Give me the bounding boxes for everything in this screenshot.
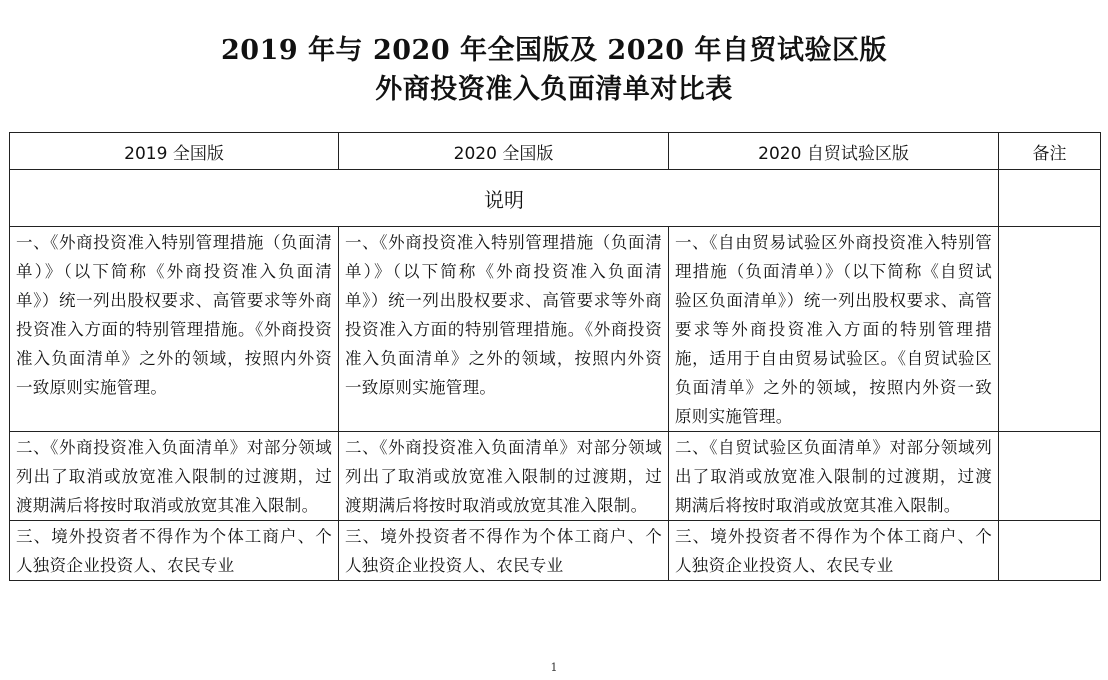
section-label: 说明 <box>10 170 999 227</box>
header-notes: 备注 <box>999 133 1101 170</box>
cell-text: 三、境外投资者不得作为个体工商户、个人独资企业投资人、农民专业 <box>675 527 992 575</box>
comparison-table <box>9 132 1101 581</box>
table-row <box>10 521 1101 581</box>
cell-2020: 一、《外商投资准入特别管理措施（负面清单）》（以下简称《外商投资准入负面清单》）统一列出股权要求、高管要求等外商投资准入方面的特别管理措施。《外商投资准入负面清单》之外的领域，按照内外资一致原则实施管理。 <box>339 227 669 432</box>
cell-2019: 一、《外商投资准入特别管理措施（负面清单）》（以下简称《外商投资准入负面清单》）统一列出股权要求、高管要求等外商投资准入方面的特别管理措施。《外商投资准入负面清单》之外的领域，按照内外资一致原则实施管理。 <box>10 227 339 432</box>
section-note <box>999 170 1101 227</box>
cell-2019 <box>10 521 339 581</box>
cell-ftz: 二、《自贸试验区负面清单》对部分领域列出了取消或放宽准入限制的过渡期，过渡期满后将按时取消或放宽其准入限制。 <box>669 432 999 521</box>
cell-2019: 二、《外商投资准入负面清单》对部分领域列出了取消或放宽准入限制的过渡期，过渡期满后将按时取消或放宽其准入限制。 <box>10 432 339 521</box>
cell-text <box>1005 522 1094 580</box>
cell-note <box>999 227 1101 432</box>
header-row <box>10 133 1101 170</box>
document-title-line-2: 外商投资准入负面清单对比表 <box>375 74 733 105</box>
header-2020-national: 2020 全国版 <box>339 133 669 170</box>
section-row <box>10 170 1101 227</box>
header-2019-national: 2019 全国版 <box>10 133 339 170</box>
cell-2020: 二、《外商投资准入负面清单》对部分领域列出了取消或放宽准入限制的过渡期，过渡期满后将按时取消或放宽其准入限制。 <box>339 432 669 521</box>
table-row <box>10 432 1101 521</box>
cell-text: 三、境外投资者不得作为个体工商户、个人独资企业投资人、农民专业 <box>16 527 332 575</box>
cell-ftz: 一、《自由贸易试验区外商投资准入特别管理措施（负面清单）》（以下简称《自贸试验区负面清单》）统一列出股权要求、高管要求等外商投资准入方面的特别管理措施，适用于自由贸易试验区。《自贸试验区负面清单》之外的领域，按照内外资一致原则实施管理。 <box>669 227 999 432</box>
cell-note <box>999 521 1101 581</box>
cell-2020 <box>339 521 669 581</box>
page-number: 1 <box>550 661 558 674</box>
cell-text: 三、境外投资者不得作为个体工商户、个人独资企业投资人、农民专业 <box>345 527 662 575</box>
document-title-line-1: 2019 年与 2020 年全国版及 2020 年自贸试验区版 <box>221 35 887 66</box>
cell-ftz <box>669 521 999 581</box>
cell-note <box>999 432 1101 521</box>
header-2020-ftz: 2020 自贸试验区版 <box>669 133 999 170</box>
table-row <box>10 227 1101 432</box>
